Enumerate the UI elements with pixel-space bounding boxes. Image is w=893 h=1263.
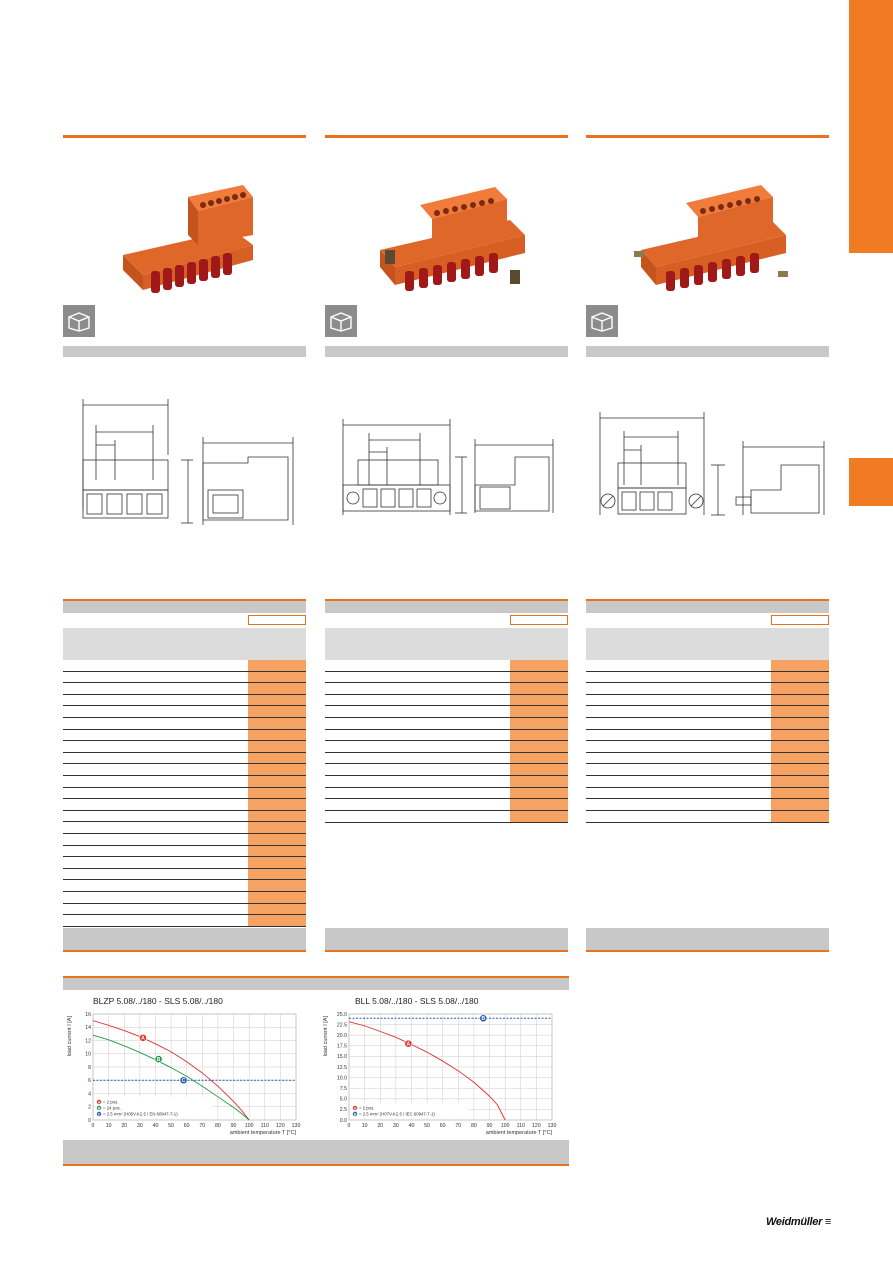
y-tick-label: 17.5 (336, 1043, 347, 1050)
package-box-icon (325, 305, 357, 337)
table-row[interactable] (63, 799, 306, 811)
column-rule (325, 135, 568, 138)
table-row[interactable] (325, 706, 568, 718)
y-tick-label: 10.0 (336, 1075, 347, 1082)
table-row[interactable] (325, 730, 568, 742)
y-tick-label: 22.5 (336, 1022, 347, 1029)
table-row[interactable] (63, 915, 306, 927)
table-row[interactable] (63, 788, 306, 800)
x-tick-label: 90 (230, 1123, 237, 1129)
table-row[interactable] (586, 776, 829, 788)
dimension-drawing (586, 385, 829, 535)
x-axis-label: ambient temperature T [°C] (485, 1130, 552, 1136)
legend-entry: = 2 pos. (103, 1099, 119, 1105)
table-row[interactable] (325, 776, 568, 788)
data-marker-label: B (156, 1056, 161, 1063)
column-rule (63, 135, 306, 138)
table-row[interactable] (325, 718, 568, 730)
y-tick-label: 16 (85, 1011, 91, 1018)
table-row[interactable] (325, 788, 568, 800)
table-row[interactable] (63, 776, 306, 788)
table-row[interactable] (325, 695, 568, 707)
table-selector[interactable] (510, 615, 568, 625)
x-tick-label: 100 (244, 1123, 254, 1129)
y-tick-label: 4 (88, 1091, 91, 1098)
derating-chart-2 (319, 1006, 569, 1138)
derating-section (63, 976, 569, 1166)
table-row[interactable] (586, 764, 829, 776)
x-tick-label: 90 (486, 1123, 493, 1129)
table-footer (63, 928, 306, 952)
x-tick-label: 20 (377, 1123, 384, 1129)
x-tick-label: 130 (291, 1123, 301, 1129)
x-tick-label: 40 (408, 1123, 415, 1129)
table-selector[interactable] (248, 615, 306, 625)
legend-marker-label: A (97, 1100, 101, 1105)
x-tick-label: 50 (168, 1123, 174, 1129)
x-tick-label: 10 (105, 1123, 112, 1129)
product-photo (626, 175, 796, 305)
x-tick-label: 110 (260, 1123, 269, 1129)
chapter-tab-top[interactable] (849, 0, 893, 253)
data-marker-label: A (141, 1035, 145, 1042)
table-row[interactable] (63, 857, 306, 869)
table-row[interactable] (325, 683, 568, 695)
table-row[interactable] (586, 811, 829, 823)
legend-marker-label: B (353, 1112, 357, 1117)
table-row[interactable] (63, 892, 306, 904)
y-tick-label: 14 (85, 1025, 91, 1032)
table-row[interactable] (586, 741, 829, 753)
table-row[interactable] (586, 753, 829, 765)
x-tick-label: 10 (361, 1123, 368, 1129)
table-row[interactable] (325, 799, 568, 811)
y-tick-label: 12 (85, 1038, 91, 1045)
x-axis-label: ambient temperature T [°C] (229, 1130, 296, 1136)
y-tick-label: 5.0 (339, 1096, 347, 1103)
table-subheader (586, 628, 829, 660)
x-tick-label: 130 (547, 1123, 557, 1129)
table-row[interactable] (63, 880, 306, 892)
x-tick-label: 40 (152, 1123, 159, 1129)
table-row[interactable] (63, 753, 306, 765)
x-tick-label: 20 (121, 1123, 128, 1129)
table-row[interactable] (586, 706, 829, 718)
table-header (325, 599, 568, 613)
y-tick-label: 0 (88, 1117, 91, 1124)
y-tick-label: 12.5 (336, 1064, 347, 1071)
brand-logo-mark-icon: ≡ (824, 1216, 831, 1228)
table-row[interactable] (63, 904, 306, 916)
package-box-icon (586, 305, 618, 337)
chart-title-1: BLZP 5.08/../180 - SLS 5.08/../180 (93, 996, 223, 1006)
x-tick-label: 70 (455, 1123, 462, 1129)
x-tick-label: 30 (136, 1123, 143, 1129)
x-tick-label: 80 (471, 1123, 477, 1129)
table-row[interactable] (325, 672, 568, 684)
table-row[interactable] (63, 834, 306, 846)
x-tick-label: 80 (215, 1123, 221, 1129)
y-axis-label: load current I [A] (323, 1016, 329, 1057)
table-row[interactable] (586, 683, 829, 695)
table-row[interactable] (63, 811, 306, 823)
x-tick-label: 30 (392, 1123, 399, 1129)
table-subheader (63, 628, 306, 660)
y-tick-label: 25.0 (336, 1011, 347, 1018)
dimension-drawing (325, 385, 568, 535)
table-selector[interactable] (771, 615, 829, 625)
x-tick-label: 50 (424, 1123, 430, 1129)
legend-marker-label: C (97, 1112, 101, 1117)
table-row[interactable] (63, 660, 306, 672)
section-bar (586, 346, 829, 357)
legend-entry: = 2 pos. (359, 1105, 375, 1111)
data-marker-label: B (481, 1016, 486, 1023)
legend-marker-label: B (97, 1106, 101, 1111)
section-header (63, 976, 569, 990)
table-row[interactable] (586, 718, 829, 730)
y-tick-label: 2.5 (339, 1107, 347, 1114)
table-row[interactable] (63, 695, 306, 707)
package-box-icon (63, 305, 95, 337)
y-tick-label: 15.0 (336, 1054, 347, 1061)
table-row[interactable] (586, 730, 829, 742)
brand-logo-text: Weidmüller (766, 1216, 823, 1228)
y-tick-label: 8 (88, 1064, 91, 1071)
chapter-tab-current[interactable] (849, 458, 893, 506)
table-row[interactable] (63, 683, 306, 695)
y-tick-label: 0.0 (339, 1117, 347, 1124)
table-row[interactable] (586, 695, 829, 707)
y-tick-label: 6 (88, 1078, 91, 1085)
table-row[interactable] (586, 672, 829, 684)
table-row[interactable] (586, 799, 829, 811)
table-row[interactable] (325, 660, 568, 672)
x-tick-label: 60 (439, 1123, 446, 1129)
x-tick-label: 120 (532, 1123, 541, 1129)
x-tick-label: 100 (500, 1123, 510, 1129)
y-tick-label: 10 (85, 1051, 91, 1058)
table-row[interactable] (586, 788, 829, 800)
product-photo (365, 175, 535, 305)
table-footer (325, 928, 568, 952)
table-row[interactable] (63, 822, 306, 834)
table-row[interactable] (63, 741, 306, 753)
y-axis-label: load current I [A] (67, 1016, 73, 1057)
chart-title-2: BLL 5.08/../180 - SLS 5.08/../180 (355, 996, 479, 1006)
x-tick-label: 60 (183, 1123, 190, 1129)
legend-entry: = 2.5 mm² (H05V-K2.5 / EN 60947-7-1) (103, 1111, 178, 1117)
table-row[interactable] (325, 811, 568, 823)
x-tick-label: 110 (516, 1123, 525, 1129)
column-rule (586, 135, 829, 138)
y-tick-label: 2 (88, 1104, 91, 1111)
product-photo (103, 175, 273, 305)
x-tick-label: 120 (276, 1123, 285, 1129)
data-marker-label: C (181, 1078, 186, 1085)
y-tick-label: 20.0 (336, 1033, 347, 1039)
x-tick-label: 0 (347, 1123, 351, 1129)
table-row[interactable] (63, 718, 306, 730)
order-table-2 (325, 599, 568, 954)
brand-logo (766, 1216, 831, 1228)
section-bar (63, 346, 306, 357)
legend-marker-label: A (353, 1106, 357, 1111)
x-tick-label: 0 (91, 1123, 95, 1129)
dimension-drawing (63, 385, 306, 535)
derating-chart-1 (63, 1006, 313, 1138)
x-tick-label: 70 (199, 1123, 206, 1129)
table-row[interactable] (63, 730, 306, 742)
table-row[interactable] (63, 706, 306, 718)
y-tick-label: 7.5 (339, 1086, 347, 1092)
table-row[interactable] (63, 672, 306, 684)
section-bar (325, 346, 568, 357)
table-row[interactable] (63, 846, 306, 858)
table-footer (586, 928, 829, 952)
table-row[interactable] (325, 753, 568, 765)
table-row[interactable] (325, 764, 568, 776)
order-table-1 (63, 599, 306, 954)
table-subheader (325, 628, 568, 660)
legend-entry: = 2.5 mm² (H07V-K2.5 / IEC 60947-7-1) (359, 1111, 435, 1117)
order-table-3 (586, 599, 829, 954)
table-header (63, 599, 306, 613)
section-footer (63, 1140, 569, 1166)
data-marker-label: A (406, 1041, 411, 1048)
table-row[interactable] (325, 741, 568, 753)
table-row[interactable] (63, 869, 306, 881)
table-row[interactable] (586, 660, 829, 672)
table-header (586, 599, 829, 613)
legend-entry: = 24 pos. (103, 1105, 121, 1111)
table-row[interactable] (63, 764, 306, 776)
